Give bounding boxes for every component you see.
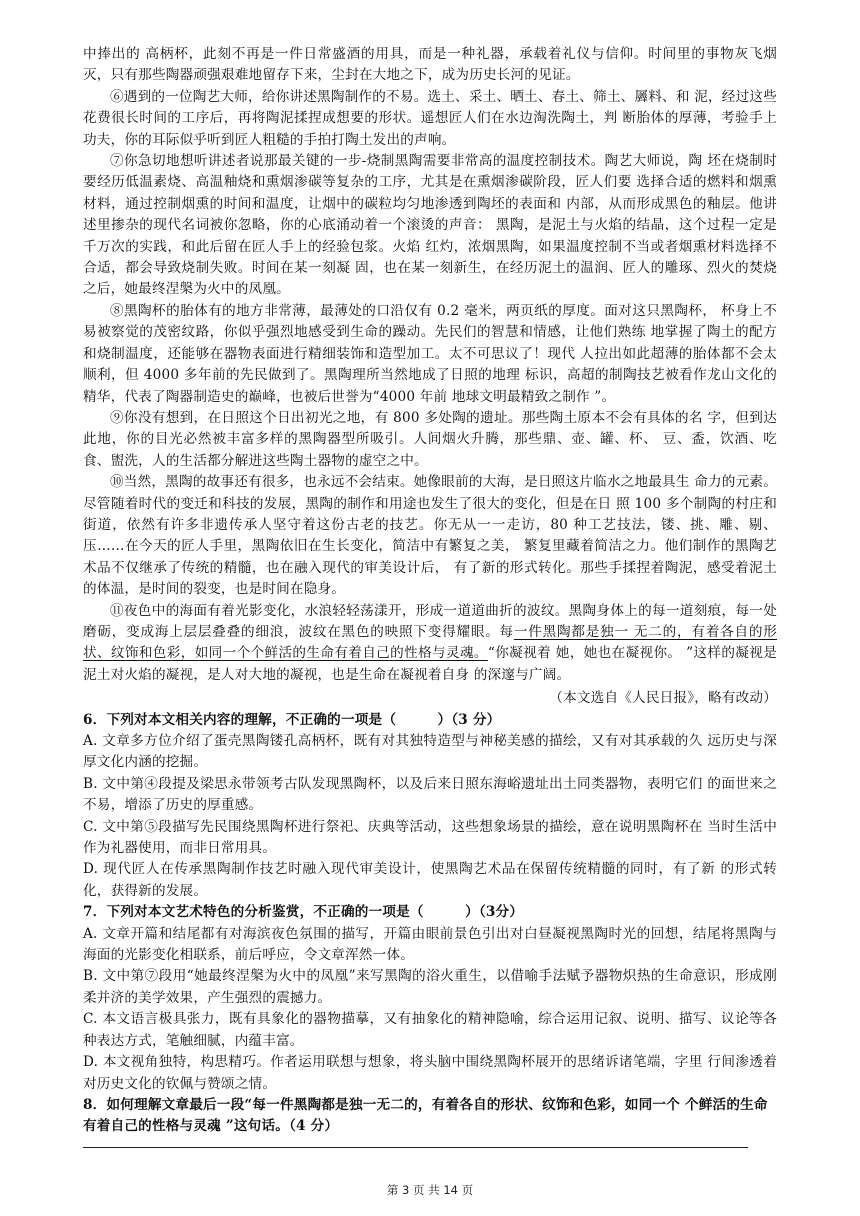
- paragraph-11-text-after: “你凝视着 她，她也在凝视你。 ”这样的凝视是泥土对火焰的凝视，是人对大地的凝视，也是生命在凝视着自身 的深邃与广阔。: [83, 645, 777, 683]
- source-note: （本文选自《人民日报》，略有改动）: [549, 690, 777, 707]
- question-6-title: 6．下列对本文相关内容的理解，不正确的一项是（ ）（3 分）: [83, 711, 501, 728]
- question-6-option-c: C. 文中第⑤段描写先民围绕黑陶杯进行祭祀、庆典等活动，这些想象场景的描绘，意在说明黑陶杯在 当时生活中作为礼器使用，而非日常用具。: [83, 818, 777, 857]
- passage-paragraph-9: ⑨你没有想到，在日照这个日出初光之地，有 800 多处陶的遗址。那些陶土原本不会有具体的名 字，但到达此地，你的目光必然被丰富多样的黑陶器型所吸引。人间烟火升腾，那些鼎、壶、罐、杯、 豆、盉，饮酒、吃食、盥洗，人的生活都分解进这些陶土器物的虚空之中。: [83, 409, 777, 469]
- question-7-option-c: C. 本文语言极具张力，既有具象化的器物描摹，又有抽象化的精神隐喻，综合运用记叙、说明、描写、议论等各种表达方式，笔触细腻，内蕴丰富。: [83, 1011, 777, 1049]
- page-footer: 第 3 页 共 14 页: [386, 1183, 474, 1197]
- question-6-option-d: D. 现代匠人在传承黑陶制作技艺时融入现代审美设计，使黑陶艺术品在保留传统精髓的同时，有了新 的形式转化，获得新的发展。: [83, 861, 777, 899]
- question-7-option-a: A. 文章开篇和结尾都有对海滨夜色氛围的描写，开篇由眼前景色引出对白昼凝视黑陶时光的回想，结尾将黑陶与海面的光影变化相联系，前后呼应，令文章浑然一体。: [83, 925, 777, 964]
- question-7-title: 7．下列对本文艺术特色的分析鉴赏，不正确的一项是（ ）（3分）: [83, 904, 524, 921]
- paragraph-11-text-before: ⑪夜色中的海面有着光影变化，水浪轻轻荡漾开，形成一道道曲折的波纹。黑陶身体上的每一道刻痕，每一处磨砺，变成海上层层叠叠的细浪，波纹在黑色的映照下变得耀眼。每: [83, 602, 777, 640]
- question-6-option-b: B. 文中第④段提及梁思永带领考古队发现黑陶杯，以及后来日照东海峪遗址出土同类器物，表明它们 的面世来之不易，增添了历史的厚重感。: [83, 775, 777, 814]
- question-8-title: 8．如何理解文章最后一段“每一件黑陶都是独一无二的，有着各自的形状、纹饰和色彩，如同一个 个鲜活的生命有着自己的性格与灵魂 ”这句话。（4 分）: [83, 1096, 768, 1135]
- answer-line[interactable]: [83, 1147, 748, 1148]
- underlined-key-sentence: 一件黑陶都是独一 无二的，有着各自的形状、纹饰和色彩，如同一个个鲜活的生命有着自己的性格与灵魂。: [83, 623, 777, 662]
- passage-paragraph-cont: 中捧出的 高柄杯，此刻不再是一件日常盛酒的用具，而是一种礼器，承载着礼仪与信仰。时间里的事物灰飞烟 灭，只有那些陶器顽强艰难地留存下来，尘封在大地之下，成为历史长河的见证。: [83, 46, 777, 84]
- passage-paragraph-7: ⑦你急切地想听讲述者说那最关键的一步-烧制黑陶需要非常高的温度控制技术。陶艺大师说，陶 坯在烧制时要经历低温素烧、高温釉烧和熏烟渗碳等复杂的工序，尤其是在熏烟渗碳阶段，匠人们要 选择合适的燃料和烟熏材料，通过控制烟熏的时间和温度，让烟中的碳粒均匀地渗透到陶坯的表面和 内部，从而形成黑色的釉层。他讲述里掺杂的现代名词被你忽略，你的心底涌动着一个滚烫的声音： 黑陶，是泥土与火焰的结晶，这个过程一定是千万次的实践，和此后留在匠人手上的经验包浆。火焰 红灼，浓烟黑陶，如果温度控制不当或者烟熏材料选择不合适，都会导致烧制失败。时间在某一刻凝 固，也在某一刻新生，在经历泥土的温润、匠人的雕琢、烈火的焚烧之后，她最终涅槃为火中的凤凰。: [83, 153, 777, 298]
- passage-paragraph-8: ⑧黑陶杯的胎体有的地方非常薄，最薄处的口沿仅有 0.2 毫米，两页纸的厚度。面对这只黑陶杯， 杯身上不易被察觉的茂密纹路，你似乎强烈地感受到生命的躁动。先民们的智慧和情感，让他们熟练 地掌握了陶土的配方和烧制温度，还能够在器物表面进行精细装饰和造型加工。太不可思议了！现代 人拉出如此超薄的胎体都不会太顺利，但 4000 多年前的先民做到了。黑陶理所当然地成了日照的地理 标识，高超的制陶技艺被看作龙山文化的精华，代表了陶器制造史的巅峰，也被后世誉为“4000 年前 地球文明最精致之制作 ”。: [83, 302, 777, 405]
- reading-passage: [83, 44, 777, 1138]
- question-7-option-b: B. 文中第⑦段用“她最终涅槃为火中的凤凰”来写黑陶的浴火重生，以借喻手法赋予器物炽热的生命意识，形成刚柔并济的美学效果，产生强烈的震撼力。: [83, 968, 777, 1006]
- question-7-option-d: D. 本文视角独特，构思精巧。作者运用联想与想象，将头脑中围绕黑陶杯展开的思绪诉诸笔端，字里 行间渗透着对历史文化的钦佩与赞颂之情。: [83, 1054, 777, 1092]
- question-6-option-a: A. 文章多方位介绍了蛋壳黑陶镂孔高柄杯，既有对其独特造型与神秘美感的描绘，又有对其承载的久 远历史与深厚文化内涵的挖掘。: [83, 733, 777, 771]
- question-8: [83, 1095, 777, 1138]
- passage-paragraph-6: ⑥遇到的一位陶艺大师，给你讲述黑陶制作的不易。选土、采土、晒土、春土、筛土、羼料、和 泥，经过这些花费很长时间的工序后，再将陶泥揉捏成想要的形状。遥想匠人们在水边淘洗陶土，判 断胎体的厚薄，考验手上功夫，你的耳际似乎听到匠人粗糙的手拍打陶土发出的声响。: [83, 88, 777, 148]
- question-7: [83, 902, 777, 1095]
- passage-paragraph-11: [83, 601, 777, 687]
- question-6: [83, 710, 777, 903]
- passage-paragraph-10: ⑩当然，黑陶的故事还有很多，也永远不会结束。她像眼前的大海，是日照这片临水之地最具生 命力的元素。尽管随着时代的变迁和科技的发展，黑陶的制作和用途也发生了很大的变化，但是在日 照 100 多个制陶的村庄和街道，依然有许多非遗传承人坚守着这份古老的技艺。你无从一一走访，80 种工艺技法，镂、挑、雕、剔、压……在今天的匠人手里，黑陶依旧在生长变化，简洁中有繁复之美， 繁复里藏着简洁之力。他们制作的黑陶艺术品不仅继承了传统的精髓，也在融入现代的审美设计后， 有了新的形式转化。那些手揉捏着陶泥，感受着泥土的体温，是时间的裂变，也是时间在隐身。: [83, 474, 777, 598]
